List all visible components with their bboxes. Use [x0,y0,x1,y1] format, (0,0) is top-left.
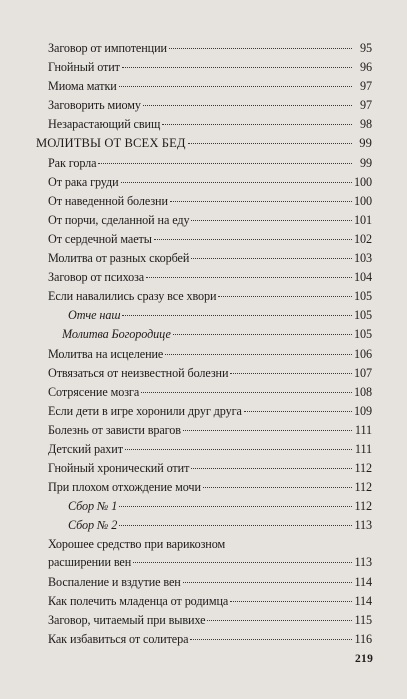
toc-entry-title: Гнойный отит [48,60,120,75]
toc-entry [36,611,372,630]
toc-subentry [36,497,372,516]
toc-entry-title: Детский рахит [48,441,123,456]
toc-entry-page: 106 [354,346,372,361]
toc-entry-page: 105 [354,289,372,304]
dot-leader [244,411,352,412]
toc-entry [36,553,372,572]
dot-leader [191,258,352,259]
toc-entry-title: Миома матки [48,79,117,94]
toc-entry-page: 111 [354,441,372,456]
toc-subentry [36,516,372,535]
dot-leader [183,582,352,583]
toc-entry-title: Хорошее средство при варикозном [48,537,226,552]
toc-entry-page: 112 [354,461,372,476]
toc-entry-title: Как полечить младенца от родимца [48,593,229,608]
toc-entry-page: 102 [354,231,372,246]
toc-entry [36,421,372,440]
toc-entry-page: 112 [354,499,372,514]
dot-leader [122,315,352,316]
toc-entry-title: Как избавиться от солитера [48,631,189,646]
toc-entry-page: 97 [360,79,372,94]
toc-entry-title: При плохом отхождение мочи [48,480,201,495]
toc-entry-title: Отче наш [68,308,121,323]
toc-entry [36,345,372,364]
toc-entry-page: 95 [360,41,372,55]
dot-leader [203,487,352,488]
toc-entry [36,440,372,459]
toc-entry-page: 113 [354,555,372,570]
toc-entry [36,96,372,115]
toc-entry-page: 114 [354,574,372,589]
toc-entry-page: 100 [354,193,372,208]
dot-leader [125,449,352,450]
toc-entry-page: 104 [354,270,372,285]
toc-entry [36,173,372,192]
toc-entry-page: 99 [360,155,372,170]
toc-entry-page: 105 [354,327,372,342]
toc-entry-page: 100 [354,174,372,189]
toc-entry-title: Сотрясение мозга [48,384,140,399]
toc-entry-page: 99 [359,136,372,151]
dot-leader [190,639,352,640]
dot-leader [173,334,352,335]
toc-entry-page: 98 [360,117,372,132]
dot-leader [122,67,352,68]
dot-leader [119,86,352,87]
toc-entry-title: Молитва Богородице [62,327,171,342]
page-number: 219 [355,653,374,665]
table-of-contents [36,39,372,649]
toc-entry-page: 116 [354,631,372,646]
toc-entry [36,268,372,287]
toc-entry-page: 111 [354,422,372,437]
toc-entry-title: Незарастающий свищ [48,117,161,132]
toc-entry-title: Молитва от разных скорбей [48,251,190,266]
toc-entry-line1 [36,535,372,553]
toc-entry-title: Болезнь от зависти врагов [48,422,181,437]
toc-entry [36,58,372,77]
dot-leader [162,124,352,125]
dot-leader [207,620,352,621]
toc-entry [36,630,372,649]
toc-entry [36,383,372,402]
dot-leader [141,392,352,393]
toc-entry [36,478,372,497]
toc-entry-title: Если навалились сразу все хвори [48,289,217,304]
toc-entry [36,287,372,306]
toc-entry-page: 103 [354,251,372,266]
toc-entry-page: 97 [360,98,372,113]
toc-entry [36,192,372,211]
toc-entry-title: Сбор № 1 [68,499,118,514]
toc-entry-title: Отвязаться от неизвестной болезни [48,365,229,380]
toc-entry-page: 107 [354,365,372,380]
toc-entry-title: Гнойный хронический отит [48,461,190,476]
toc-entry [36,39,372,58]
toc-section-title: МОЛИТВЫ ОТ ВСЕХ БЕД [36,136,186,151]
toc-entry [36,115,372,134]
toc-entry-title: Заговор, читаемый при вывихе [48,612,206,627]
toc-entry [36,592,372,611]
toc-entry-page: 109 [354,403,372,418]
toc-section-header [36,134,372,153]
toc-entry [36,459,372,478]
toc-entry-title: Заговор от психоза [48,270,145,285]
dot-leader [191,468,352,469]
dot-leader [146,277,352,278]
toc-entry-title: Заговор от импотенции [48,41,167,55]
toc-entry-title-line2: расширении вен [48,555,132,570]
toc-entry-title: Если дети в игре хоронили друг друга [48,403,242,418]
dot-leader [98,163,352,164]
toc-entry-page: 108 [354,384,372,399]
toc-subentry [36,325,372,344]
toc-entry-page: 113 [354,518,372,533]
dot-leader [191,220,352,221]
dot-leader [154,239,352,240]
dot-leader [119,506,352,507]
dot-leader [230,601,352,602]
dot-leader [183,430,352,431]
toc-entry [36,249,372,268]
toc-entry-title: Рак горла [48,155,97,170]
dot-leader [230,373,352,374]
dot-leader [119,525,352,526]
dot-leader [218,296,352,297]
dot-leader [165,354,352,355]
toc-entry-page: 101 [354,212,372,227]
dot-leader [170,201,352,202]
toc-entry-title: От наведенной болезни [48,193,168,208]
toc-entry-title: От порчи, сделанной на еду [48,212,190,227]
dot-leader [169,48,352,49]
toc-entry [36,402,372,421]
toc-entry [36,211,372,230]
toc-entry [36,364,372,383]
dot-leader [133,562,352,563]
toc-entry-title: Воспаление и вздутие вен [48,574,181,589]
toc-subentry [36,306,372,325]
toc-entry-page: 114 [354,593,372,608]
toc-entry-title: От сердечной маеты [48,231,152,246]
toc-entry-title: Сбор № 2 [68,518,118,533]
toc-entry-title: Заговорить миому [48,98,141,113]
toc-entry-title: Молитва на исцеление [48,346,164,361]
toc-entry [36,77,372,96]
toc-entry-title: От рака груди [48,174,119,189]
toc-entry [36,154,372,173]
toc-entry [36,573,372,592]
toc-entry [36,230,372,249]
toc-entry-page: 112 [354,480,372,495]
toc-entry-page: 96 [360,60,372,75]
toc-entry-page: 105 [354,308,372,323]
dot-leader [121,182,352,183]
dot-leader [188,143,352,144]
dot-leader [143,105,352,106]
toc-entry-page: 115 [354,612,372,627]
